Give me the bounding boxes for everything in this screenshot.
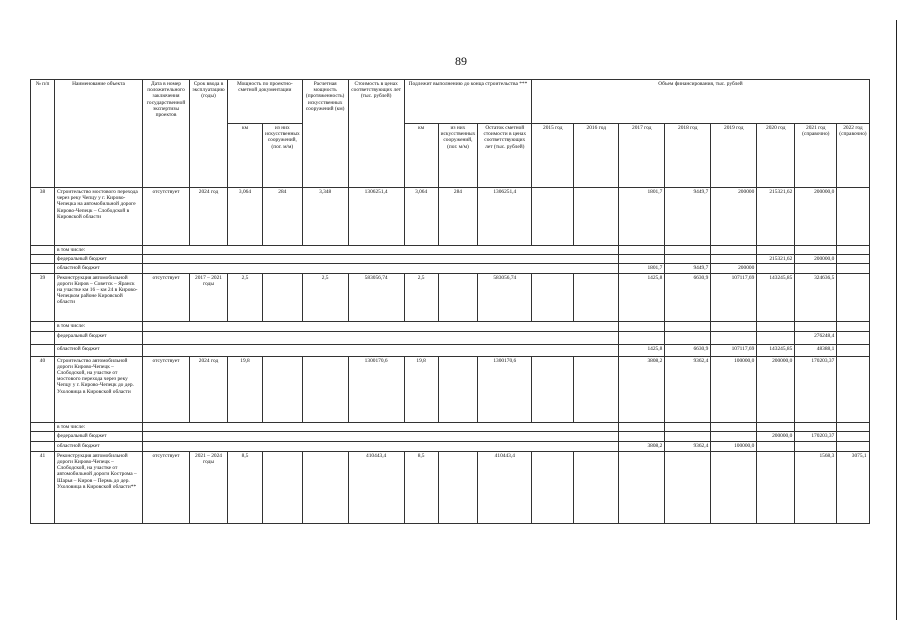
row-y2022 — [837, 188, 869, 246]
header-cap-art: из них искусственных сооружений, (пог. м/м) — [263, 124, 303, 188]
row-rem-cost: 583056,74 — [478, 273, 532, 321]
header-year: 2017 год — [619, 124, 665, 188]
header-remaining: Подлежит выполнению до конца строительства *** — [404, 80, 532, 124]
row-rem-km: 2,5 — [404, 273, 438, 321]
sub-y2019: 200000 — [711, 264, 757, 273]
sub-label: федеральный бюджет — [55, 431, 143, 441]
row-km: 8,5 — [228, 451, 263, 523]
row-art — [263, 273, 303, 321]
header-year: 2020 год — [757, 124, 795, 188]
header-financing: Объем финансирования, тыс. рублей — [532, 80, 869, 124]
row-term: 2024 год — [190, 356, 228, 422]
row-term: 2021 – 2024 годы — [190, 451, 228, 523]
sub-y2020: 215321,62 — [757, 255, 795, 264]
row-cost: 410443,4 — [348, 451, 404, 523]
row-rem-art — [438, 356, 478, 422]
row-y2019: 107117,69 — [711, 273, 757, 321]
row-term: 2024 год — [190, 188, 228, 246]
sub-y2020: 143245,85 — [757, 344, 795, 356]
row-y2017: 1425,8 — [619, 273, 665, 321]
sub-y2018: 9449,7 — [665, 264, 711, 273]
row-y2020: 143245,85 — [757, 273, 795, 321]
sub-y2021: 170203,37 — [795, 431, 837, 441]
sub-y2021: 276248,4 — [795, 331, 837, 344]
sub-label: областной бюджет — [55, 441, 143, 451]
sub-y2018: 9362,4 — [665, 441, 711, 451]
row-rem-art — [438, 451, 478, 523]
row-y2017 — [619, 451, 665, 523]
page-edge-line — [896, 20, 897, 620]
sub-y2017 — [619, 255, 665, 264]
row-y2019: 100000,0 — [711, 356, 757, 422]
row-num: 40 — [31, 356, 55, 422]
header-year: 2016 год — [574, 124, 619, 188]
row-num: 39 — [31, 273, 55, 321]
row-y2018 — [665, 451, 711, 523]
row-y2015 — [532, 356, 574, 422]
sub-y2021: 48388,1 — [795, 344, 837, 356]
row-calc: 3,348 — [302, 188, 348, 246]
row-art: 284 — [263, 188, 303, 246]
row-y2019 — [711, 451, 757, 523]
row-date: отсутствует — [143, 451, 190, 523]
header-rem-cost: Остаток сметной стоимости в ценах соответствующих лет (тыс. рублей) — [478, 124, 532, 188]
row-y2022: 3075,1 — [837, 451, 869, 523]
sub-y2019: 100000,0 — [711, 441, 757, 451]
row-y2020 — [757, 451, 795, 523]
row-calc — [302, 451, 348, 523]
row-calc — [302, 356, 348, 422]
row-name: Строительство мостового перехода через реку Чепцу у г. Кирово-Чепецка на автомобильной дороге Кирово-Чепецк – Слободской в Кировской области — [55, 188, 143, 246]
row-date: отсутствует — [143, 356, 190, 422]
row-y2016 — [574, 451, 619, 523]
row-rem-km: 19,8 — [404, 356, 438, 422]
row-y2021: 324636,5 — [795, 273, 837, 321]
row-y2017: 3808,2 — [619, 356, 665, 422]
header-cap-km: км — [228, 124, 263, 188]
row-y2022 — [837, 273, 869, 321]
row-num: 38 — [31, 188, 55, 246]
row-cost: 583056,74 — [348, 273, 404, 321]
header-year: 2019 год — [711, 124, 757, 188]
row-y2016 — [574, 188, 619, 246]
row-rem-cost: 1306251,4 — [478, 188, 532, 246]
row-cost: 1300170,6 — [348, 356, 404, 422]
row-calc: 2,5 — [302, 273, 348, 321]
sub-y2017: 1801,7 — [619, 264, 665, 273]
row-y2021: 1568,3 — [795, 451, 837, 523]
sub-label: федеральный бюджет — [55, 331, 143, 344]
row-rem-art: 284 — [438, 188, 478, 246]
sub-label: в том числе: — [55, 246, 143, 255]
sub-label: в том числе: — [55, 321, 143, 331]
sub-y2018 — [665, 255, 711, 264]
row-rem-km: 3,064 — [404, 188, 438, 246]
header-year: 2015 год — [532, 124, 574, 188]
row-km: 19,8 — [228, 356, 263, 422]
row-y2020: 215321,62 — [757, 188, 795, 246]
row-y2019: 200000 — [711, 188, 757, 246]
header-cost: Стоимость в ценах соответствующих лет (тыс. рублей) — [348, 80, 404, 188]
row-num: 41 — [31, 451, 55, 523]
row-y2021: 170203,37 — [795, 356, 837, 422]
header-year: 2018 год — [665, 124, 711, 188]
row-y2018: 6630,9 — [665, 273, 711, 321]
row-y2020: 200000,0 — [757, 356, 795, 422]
header-year: 2022 год (справочно) — [837, 124, 869, 188]
sub-y2017: 3808,2 — [619, 441, 665, 451]
header-rem-art: из них искусственных сооружений, (пог. м/м) — [438, 124, 478, 188]
row-term: 2017 – 2021 годы — [190, 273, 228, 321]
header-num: № п/п — [31, 80, 55, 188]
sub-label: областной бюджет — [55, 264, 143, 273]
row-y2015 — [532, 451, 574, 523]
row-date: отсутствует — [143, 188, 190, 246]
header-rem-km: км — [404, 124, 438, 188]
financing-table — [30, 79, 870, 524]
sub-y2017: 1425,8 — [619, 344, 665, 356]
row-rem-km: 8,5 — [404, 451, 438, 523]
row-y2016 — [574, 356, 619, 422]
row-rem-cost: 410443,4 — [478, 451, 532, 523]
row-y2018: 9362,4 — [665, 356, 711, 422]
row-y2021: 200000,0 — [795, 188, 837, 246]
header-name: Наименование объекта — [55, 80, 143, 188]
sub-label: федеральный бюджет — [55, 255, 143, 264]
sub-label: в том числе: — [55, 422, 143, 431]
row-y2016 — [574, 273, 619, 321]
header-year: 2021 год (справочно) — [795, 124, 837, 188]
header-date-registry: Дата в номер положительного заключения государственной экспертизы проектов — [143, 80, 190, 188]
row-name: Строительство автомобильной дороги Кирово-Чепецк – Слободской, на участке от мостового перехода через реку Чепцу у г. Кирово-Чепецк до дер. Ухоловица в Кировской области — [55, 356, 143, 422]
sub-y2020: 200000,0 — [757, 431, 795, 441]
row-rem-art — [438, 273, 478, 321]
row-date: отсутствует — [143, 273, 190, 321]
row-km: 3,064 — [228, 188, 263, 246]
sub-label: областной бюджет — [55, 344, 143, 356]
row-name: Реконструкция автомобильной дороги Киров – Советск – Яранск на участке км 16 – км 24 в Кирово-Чепецком районе Кировской области — [55, 273, 143, 321]
row-art — [263, 451, 303, 523]
row-art — [263, 356, 303, 422]
row-y2015 — [532, 273, 574, 321]
page-number: 89 — [455, 54, 467, 68]
row-y2017: 1801,7 — [619, 188, 665, 246]
row-y2022 — [837, 356, 869, 422]
row-km: 2,5 — [228, 273, 263, 321]
header-calc-capacity: Расчетная мощность (протяженность) искусственных сооружений (км) — [302, 80, 348, 188]
sub-y2021: 200000,0 — [795, 255, 837, 264]
sub-y2018: 6630,9 — [665, 344, 711, 356]
sub-y2019: 107117,69 — [711, 344, 757, 356]
row-y2018: 9449,7 — [665, 188, 711, 246]
row-y2015 — [532, 188, 574, 246]
header-term: Срок ввода в эксплуатацию (годы) — [190, 80, 228, 188]
row-rem-cost: 1300170,6 — [478, 356, 532, 422]
row-cost: 1306251,4 — [348, 188, 404, 246]
sub-y2019 — [711, 255, 757, 264]
header-capacity: Мощность по проектно-сметной документации — [228, 80, 303, 124]
row-name: Реконструкция автомобильной дороги Кирово-Чепецк – Слободской, на участке от автомобильной дороги Кострома – Шарья – Киров – Пермь до дер. Ухоловица в Кировской области** — [55, 451, 143, 523]
